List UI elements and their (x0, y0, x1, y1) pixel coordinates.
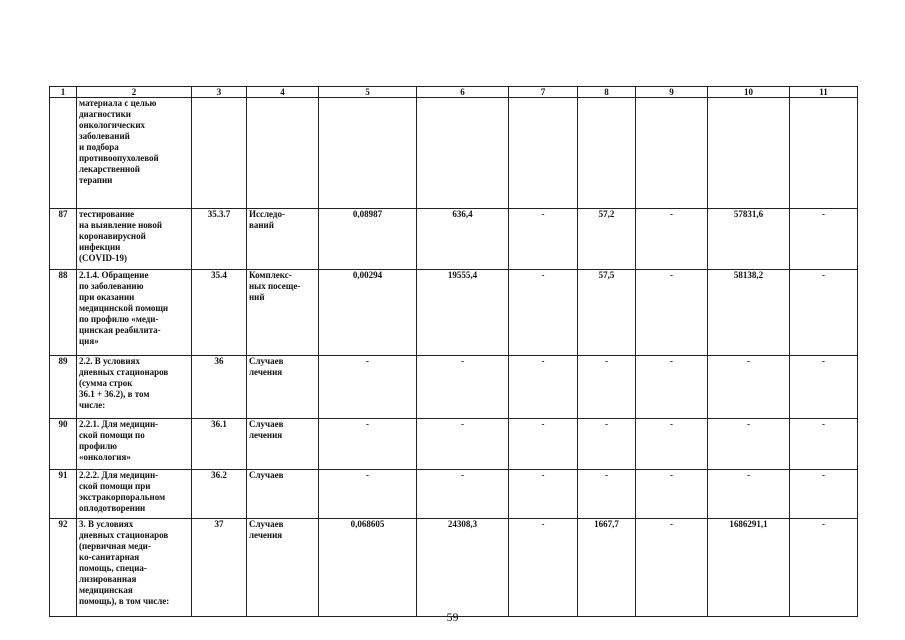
table-row (50, 519, 858, 617)
value-7: - (509, 470, 578, 519)
value-9: - (636, 270, 708, 356)
value-11: - (790, 470, 858, 519)
value-11: - (790, 356, 858, 419)
value-7 (509, 98, 578, 209)
row-number: 92 (50, 519, 77, 617)
indicator-name: 2.1.4. Обращение по заболеванию при оказании медицинской помощи по профилю «меди- цинская реабилита- ция» (77, 270, 192, 356)
value-7: - (509, 209, 578, 270)
value-5: 0,00294 (319, 270, 417, 356)
value-9 (636, 98, 708, 209)
value-8: - (578, 470, 636, 519)
value-6: - (417, 356, 509, 419)
value-10: - (708, 356, 790, 419)
value-8: 1667,7 (578, 519, 636, 617)
value-7: - (509, 270, 578, 356)
unit: Комплекс- ных посеще- ний (247, 270, 319, 356)
value-6: - (417, 470, 509, 519)
value-8: - (578, 356, 636, 419)
value-9: - (636, 209, 708, 270)
indicator-name: тестирование на выявление новой коронавирусной инфекции (COVID-19) (77, 209, 192, 270)
value-5: - (319, 470, 417, 519)
table-row (50, 209, 858, 270)
header-row (50, 87, 858, 98)
value-10: - (708, 419, 790, 470)
unit: Исследо- ваний (247, 209, 319, 270)
row-number (50, 98, 77, 209)
value-10: 58138,2 (708, 270, 790, 356)
value-6 (417, 98, 509, 209)
value-8: 57,5 (578, 270, 636, 356)
unit: Случаев (247, 470, 319, 519)
table-row (50, 356, 858, 419)
col-header-2: 2 (77, 87, 192, 98)
row-number: 87 (50, 209, 77, 270)
row-number: 90 (50, 419, 77, 470)
indicator-name: материала с целью диагностики онкологических заболеваний и подбора противоопухолевой лекарственной терапии (77, 98, 192, 209)
indicator-name: 2.2.1. Для медицин- ской помощи по профилю «онкология» (77, 419, 192, 470)
indicator-name: 2.2. В условиях дневных стационаров (сумма строк 36.1 + 36.2), в том числе: (77, 356, 192, 419)
value-5 (319, 98, 417, 209)
line-code: 37 (192, 519, 247, 617)
line-code: 35.3.7 (192, 209, 247, 270)
value-10: 1686291,1 (708, 519, 790, 617)
value-7: - (509, 519, 578, 617)
value-9: - (636, 419, 708, 470)
value-8 (578, 98, 636, 209)
value-11 (790, 98, 858, 209)
unit: Случаев лечения (247, 356, 319, 419)
col-header-4: 4 (247, 87, 319, 98)
unit (247, 98, 319, 209)
table-row (50, 270, 858, 356)
col-header-9: 9 (636, 87, 708, 98)
table-row (50, 98, 858, 209)
col-header-6: 6 (417, 87, 509, 98)
indicator-name: 2.2.2. Для медицин- ской помощи при экстракорпоральном оплодотворении (77, 470, 192, 519)
data-table (49, 86, 858, 617)
value-5: - (319, 356, 417, 419)
value-5: 0,08987 (319, 209, 417, 270)
value-9: - (636, 519, 708, 617)
value-7: - (509, 356, 578, 419)
line-code: 36.1 (192, 419, 247, 470)
value-11: - (790, 270, 858, 356)
value-8: 57,2 (578, 209, 636, 270)
line-code: 36.2 (192, 470, 247, 519)
value-6: 636,4 (417, 209, 509, 270)
col-header-8: 8 (578, 87, 636, 98)
value-7: - (509, 419, 578, 470)
value-9: - (636, 356, 708, 419)
col-header-11: 11 (790, 87, 858, 98)
table-row (50, 419, 858, 470)
value-11: - (790, 209, 858, 270)
value-6: - (417, 419, 509, 470)
value-5: - (319, 419, 417, 470)
value-6: 19555,4 (417, 270, 509, 356)
col-header-3: 3 (192, 87, 247, 98)
value-5: 0,068605 (319, 519, 417, 617)
unit: Случаев лечения (247, 419, 319, 470)
unit: Случаев лечения (247, 519, 319, 617)
line-code (192, 98, 247, 209)
page-number: 59 (446, 610, 459, 624)
value-9: - (636, 470, 708, 519)
value-10: 57831,6 (708, 209, 790, 270)
value-10 (708, 98, 790, 209)
value-6: 24308,3 (417, 519, 509, 617)
value-8: - (578, 419, 636, 470)
indicator-name: 3. В условиях дневных стационаров (первичная меди- ко-санитарная помощь, специа- лизированная медицинская помощь), в том числе: (77, 519, 192, 617)
value-11: - (790, 419, 858, 470)
value-10: - (708, 470, 790, 519)
row-number: 88 (50, 270, 77, 356)
col-header-7: 7 (509, 87, 578, 98)
value-11: - (790, 519, 858, 617)
line-code: 36 (192, 356, 247, 419)
col-header-1: 1 (50, 87, 77, 98)
col-header-5: 5 (319, 87, 417, 98)
row-number: 89 (50, 356, 77, 419)
col-header-10: 10 (708, 87, 790, 98)
line-code: 35.4 (192, 270, 247, 356)
row-number: 91 (50, 470, 77, 519)
table-row (50, 470, 858, 519)
